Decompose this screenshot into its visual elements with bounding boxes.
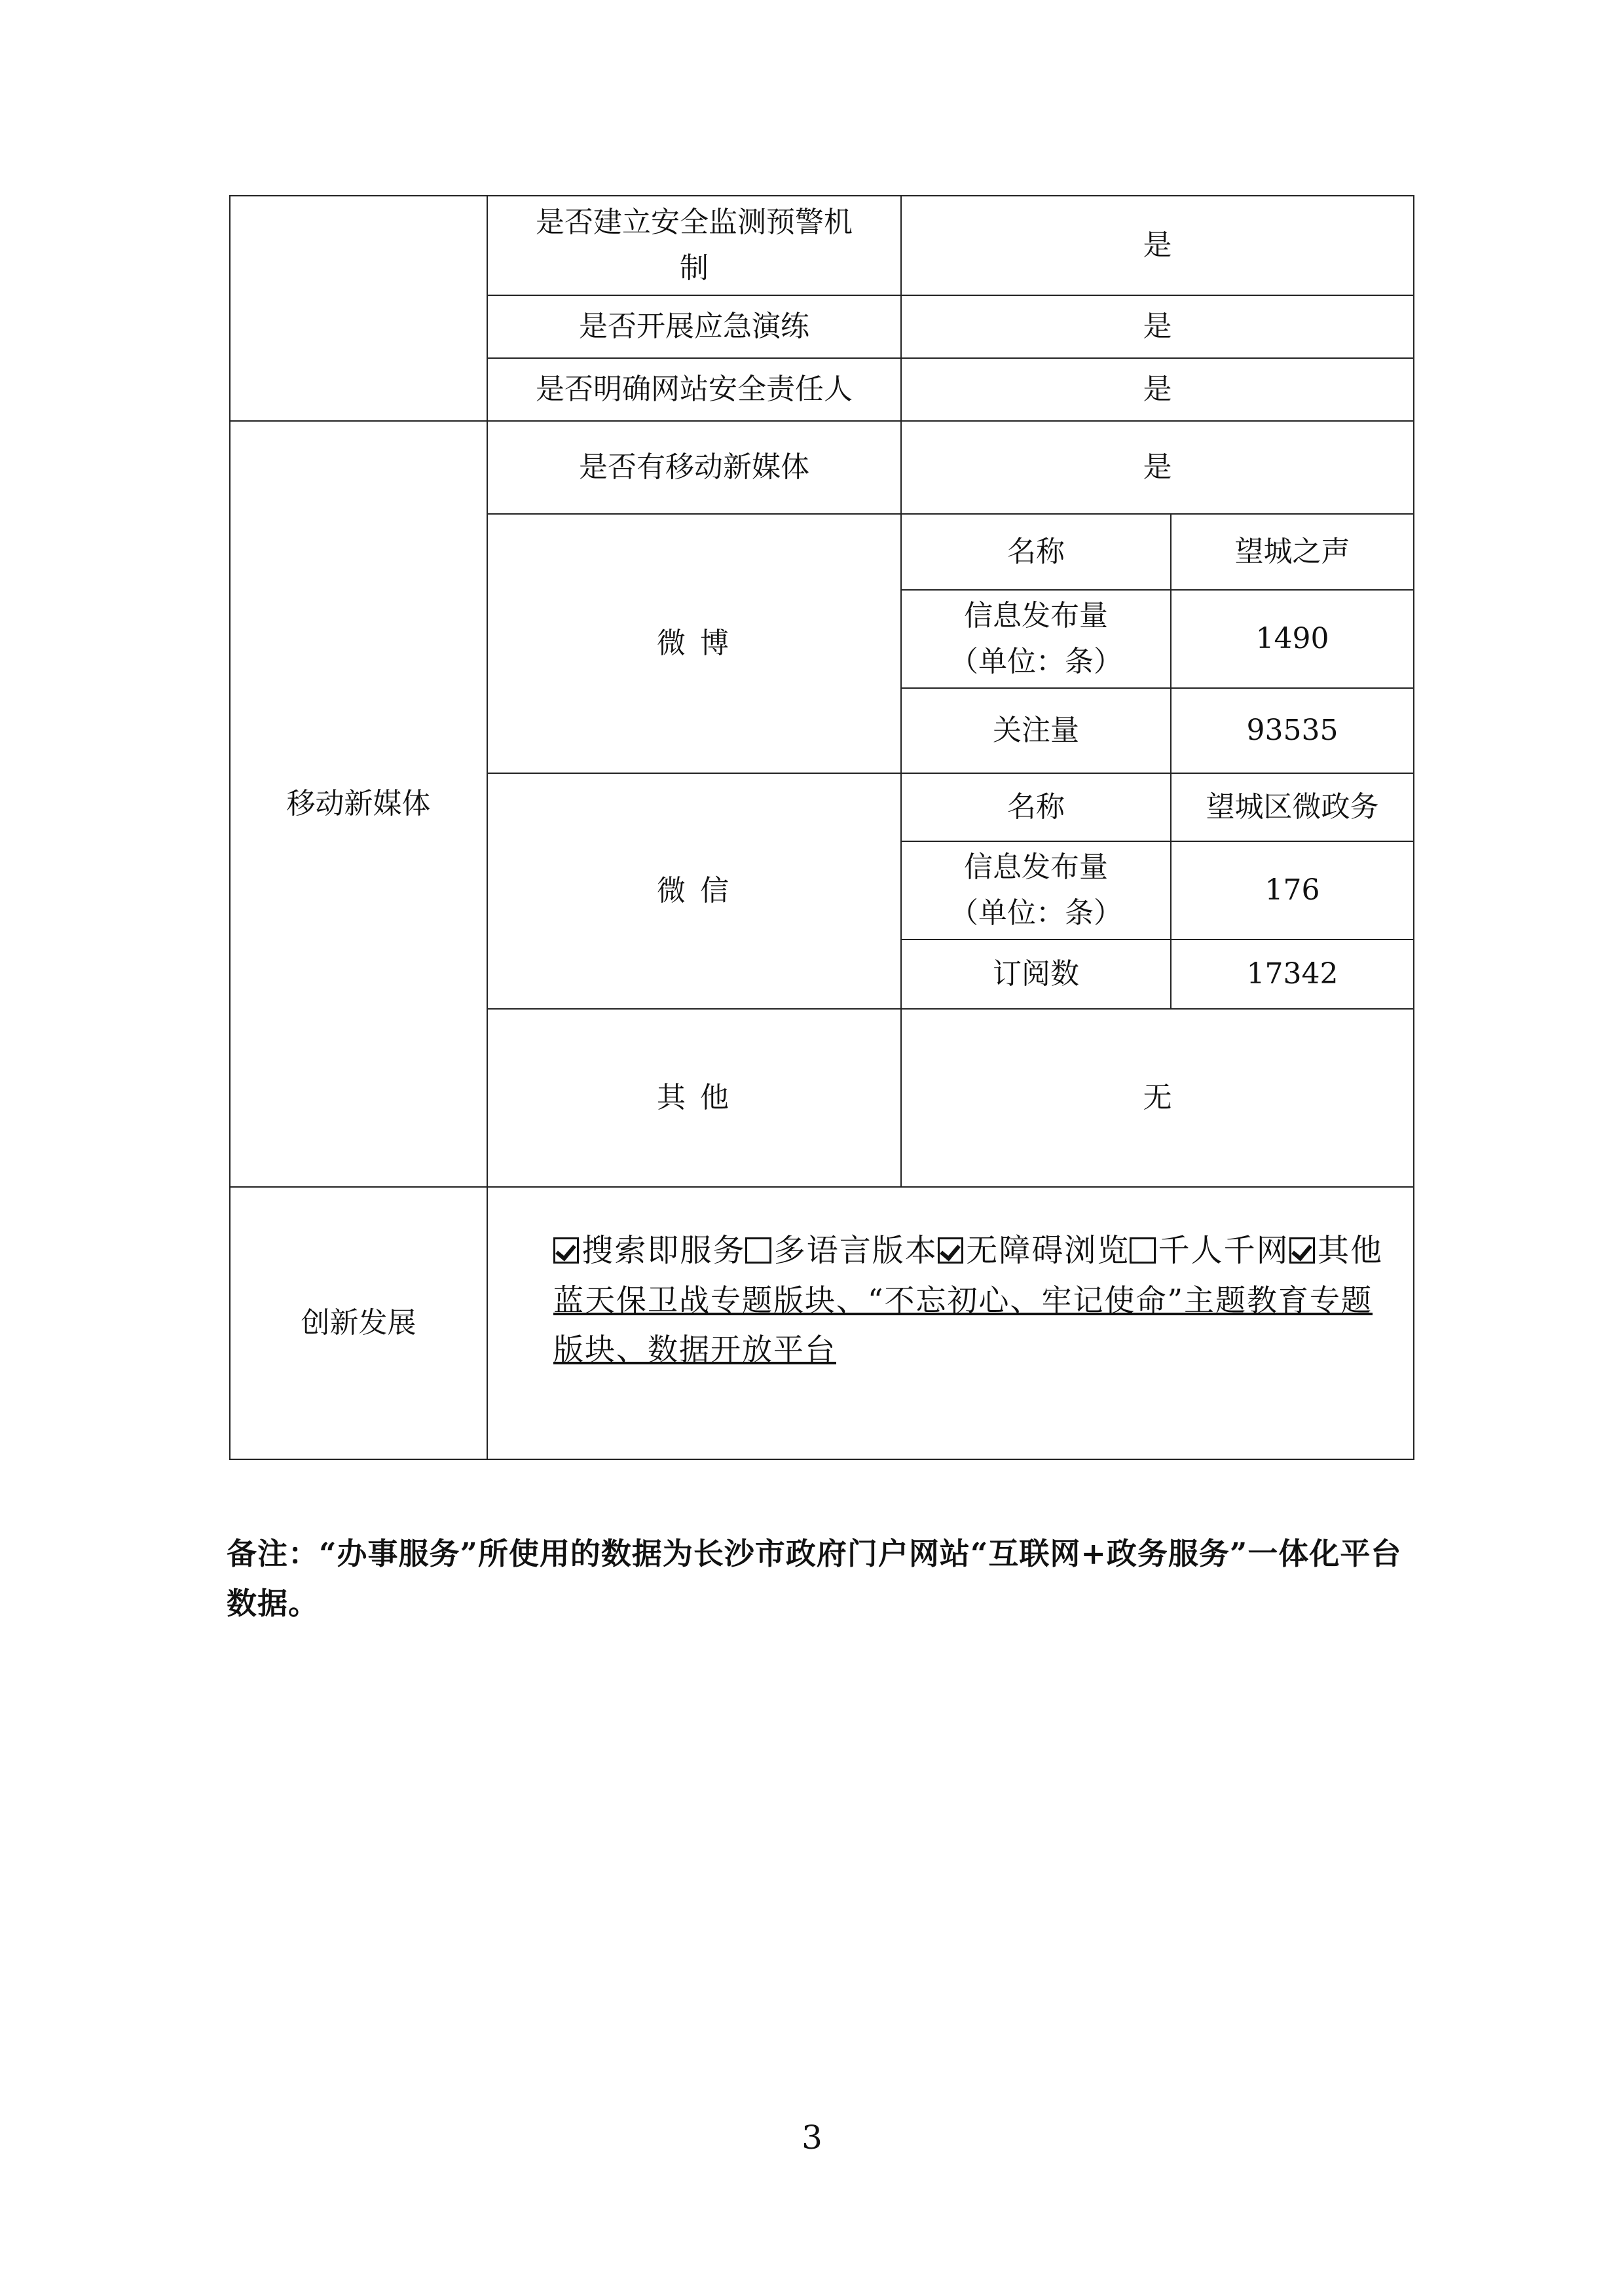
weibo-name-label: 名称 [901, 514, 1171, 590]
unchecked-box-icon[interactable] [745, 1237, 771, 1264]
monitoring-value: 是 [901, 196, 1414, 295]
wechat-name-label: 名称 [901, 773, 1171, 841]
drill-label: 是否开展应急演练 [487, 295, 901, 358]
has-media-label: 是否有移动新媒体 [487, 421, 901, 514]
wechat-name-value: 望城区微政务 [1171, 773, 1414, 841]
wechat-subscribers-label: 订阅数 [901, 939, 1171, 1009]
option-label: 多语言版本 [773, 1231, 938, 1269]
option-label: 无障碍浏览 [966, 1231, 1130, 1269]
drill-value: 是 [901, 295, 1414, 358]
unchecked-box-icon[interactable] [1130, 1237, 1155, 1264]
option-label: 千人千网 [1158, 1231, 1289, 1269]
wechat-posts-value: 176 [1171, 841, 1414, 939]
other-media-label: 其 他 [487, 1009, 901, 1187]
wechat-posts-label: 信息发布量（单位：条） [901, 841, 1171, 939]
responsible-label: 是否明确网站安全责任人 [487, 358, 901, 421]
weibo-posts-label: 信息发布量（单位：条） [901, 590, 1171, 688]
wechat-label: 微 信 [487, 773, 901, 1009]
weibo-name-value: 望城之声 [1171, 514, 1414, 590]
mobile-media-section-label: 移动新媒体 [230, 421, 487, 1187]
page-number: 3 [802, 2119, 822, 2157]
checked-box-icon[interactable] [1289, 1237, 1315, 1264]
innovation-other-text: 蓝天保卫战专题版块、“不忘初心、牢记使命”主题教育专题版块、数据开放平台 [553, 1282, 1373, 1368]
weibo-followers-value: 93535 [1171, 688, 1414, 773]
checked-box-icon[interactable] [553, 1237, 579, 1264]
other-media-value: 无 [901, 1009, 1414, 1187]
option-label: 搜索即服务 [581, 1231, 746, 1269]
security-section-cell [230, 196, 487, 421]
wechat-subscribers-value: 17342 [1171, 939, 1414, 1009]
innovation-section-label: 创新发展 [230, 1187, 487, 1459]
checked-box-icon[interactable] [938, 1237, 963, 1264]
responsible-value: 是 [901, 358, 1414, 421]
innovation-content [487, 1187, 1414, 1459]
monitoring-label: 是否建立安全监测预警机制 [487, 196, 901, 295]
option-label: 其他 [1318, 1231, 1384, 1269]
footnote: 备注：“办事服务”所使用的数据为长沙市政府门户网站“互联网+政务服务”一体化平台数据。 [227, 1536, 1402, 1621]
has-media-value: 是 [901, 421, 1414, 514]
weibo-label: 微 博 [487, 514, 901, 773]
report-table [229, 195, 1414, 1460]
innovation-options [553, 1226, 1383, 1276]
weibo-posts-value: 1490 [1171, 590, 1414, 688]
weibo-followers-label: 关注量 [901, 688, 1171, 773]
